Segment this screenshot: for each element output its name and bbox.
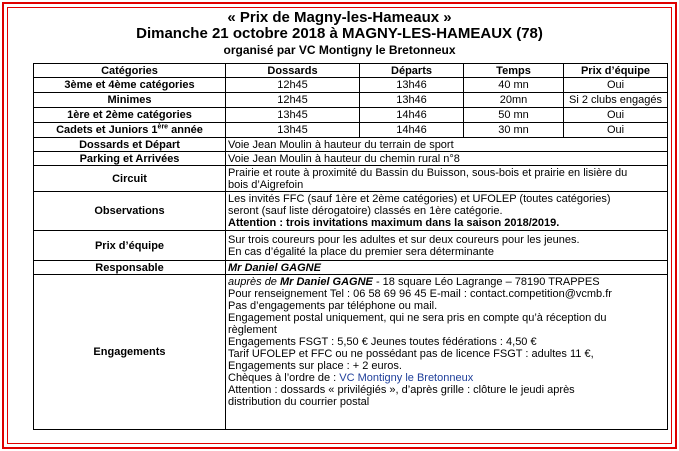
temps-cell: 40 mn — [464, 78, 564, 93]
cheque-prefix: Chèques à l’ordre de : — [228, 372, 340, 384]
schedule-header-row — [34, 64, 668, 78]
responsable-value: Mr Daniel GAGNE — [226, 261, 668, 275]
parking-label: Parking et Arrivées — [34, 152, 226, 166]
cheque-club-name: VC Montigny le Bretonneux — [339, 372, 474, 384]
observations-value — [226, 192, 668, 231]
schedule-row — [34, 123, 668, 138]
dossards-depart-value: Voie Jean Moulin à hauteur du terrain de sport — [226, 138, 668, 152]
responsable-label: Responsable — [34, 261, 226, 275]
category-tail-text: année — [168, 124, 203, 136]
observations-line: Les invités FFC (sauf 1ère et 2ème catégories) et UFOLEP (toutes catégories) — [228, 193, 611, 205]
engagements-row — [34, 275, 668, 430]
col-header-departs: Départs — [360, 64, 464, 78]
col-header-temps: Temps — [464, 64, 564, 78]
engagements-fees-line: Tarif UFOLEP et FFC ou ne possédant pas de licence FSGT : adultes 11 €, — [228, 348, 594, 360]
departs-cell: 13h46 — [360, 78, 464, 93]
circuit-line: Prairie et route à proximité du Bassin du Buisson, sous-bois et prairie en lisière du — [228, 166, 628, 179]
prix-equipe-row — [34, 231, 668, 261]
prix-equipe-line: Sur trois coureurs pour les adultes et sur deux coureurs pour les jeunes. — [228, 233, 580, 246]
col-header-prix-equipe: Prix d’équipe — [564, 64, 668, 78]
observations-row — [34, 192, 668, 231]
schedule-row — [34, 108, 668, 123]
dossards-cell: 13h45 — [226, 108, 360, 123]
col-header-dossards: Dossards — [226, 64, 360, 78]
responsable-row — [34, 261, 668, 275]
engagements-line: Engagement postal uniquement, qui ne sera pris en compte qu’à réception du — [228, 312, 607, 324]
race-date-location: Dimanche 21 octobre 2018 à MAGNY-LES-HAMEAUX (78) — [136, 25, 543, 42]
dossards-cell: 13h45 — [226, 123, 360, 138]
category-cell: 3ème et 4ème catégories — [34, 78, 226, 93]
parking-value: Voie Jean Moulin à hauteur du chemin rural n°8 — [226, 152, 668, 166]
prix-equipe-label: Prix d’équipe — [34, 231, 226, 261]
observations-warning: Attention : trois invitations maximum dans la saison 2018/2019. — [228, 217, 560, 229]
temps-cell: 50 mn — [464, 108, 564, 123]
prix-equipe-line: En cas d’égalité la place du premier sera déterminante — [228, 245, 494, 258]
schedule-row — [34, 93, 668, 108]
temps-cell: 30 mn — [464, 123, 564, 138]
departs-cell: 13h46 — [360, 93, 464, 108]
observations-line: seront (sauf liste dérogatoire) classés en 1ère catégorie. — [228, 205, 503, 217]
dossards-depart-row — [34, 138, 668, 152]
circuit-row — [34, 166, 668, 192]
engagements-contact-line: Pour renseignement Tel : 06 58 69 96 45 E-mail : contact.competition@vcmb.fr — [228, 288, 612, 300]
engagements-address-line — [228, 276, 665, 288]
dossards-depart-label: Dossards et Départ — [34, 138, 226, 152]
dossards-cell: 12h45 — [226, 78, 360, 93]
engagements-address: - 18 square Léo Lagrange – 78190 TRAPPES — [372, 276, 600, 288]
circuit-value — [226, 166, 668, 192]
circuit-label: Circuit — [34, 166, 226, 192]
parking-row — [34, 152, 668, 166]
category-cell: 1ère et 2ème catégories — [34, 108, 226, 123]
engagements-line: Attention : dossards « privilégiés », d’après grille : clôture le jeudi après — [228, 384, 575, 396]
engagements-value — [226, 275, 668, 430]
race-info-table — [33, 63, 668, 430]
departs-cell: 14h46 — [360, 123, 464, 138]
engagements-line: règlement — [228, 324, 277, 336]
observations-label: Observations — [34, 192, 226, 231]
departs-cell: 14h46 — [360, 108, 464, 123]
dossards-cell: 12h45 — [226, 93, 360, 108]
temps-cell: 20mn — [464, 93, 564, 108]
engagements-fees-line: Engagements FSGT : 5,50 € Jeunes toutes fédérations : 4,50 € — [228, 336, 537, 348]
circuit-line: bois d’Aigrefoin — [228, 178, 304, 191]
prix-cell: Oui — [564, 108, 668, 123]
schedule-row — [34, 78, 668, 93]
engagements-cheque-line — [228, 372, 665, 384]
prix-cell: Oui — [564, 78, 668, 93]
engagements-address-prefix: auprès de — [228, 276, 280, 288]
category-main-text: Cadets et Juniors 1 — [56, 124, 158, 136]
prix-equipe-value — [226, 231, 668, 261]
engagements-line: Pas d’engagements par téléphone ou mail. — [228, 300, 438, 312]
col-header-categories: Catégories — [34, 64, 226, 78]
category-cell: Minimes — [34, 93, 226, 108]
race-organizer: organisé par VC Montigny le Bretonneux — [223, 43, 456, 57]
prix-cell: Oui — [564, 123, 668, 138]
engagements-line: distribution du courrier postal — [228, 396, 370, 408]
engagements-contact-name: Mr Daniel GAGNE — [279, 276, 373, 288]
engagements-line: Engagements sur place : + 2 euros. — [228, 360, 402, 372]
engagements-label: Engagements — [34, 275, 226, 430]
category-superscript: ère — [157, 123, 169, 131]
race-title: « Prix de Magny-les-Hameaux » — [227, 9, 452, 26]
prix-cell: Si 2 clubs engagés — [564, 93, 668, 108]
category-cell — [34, 123, 226, 138]
